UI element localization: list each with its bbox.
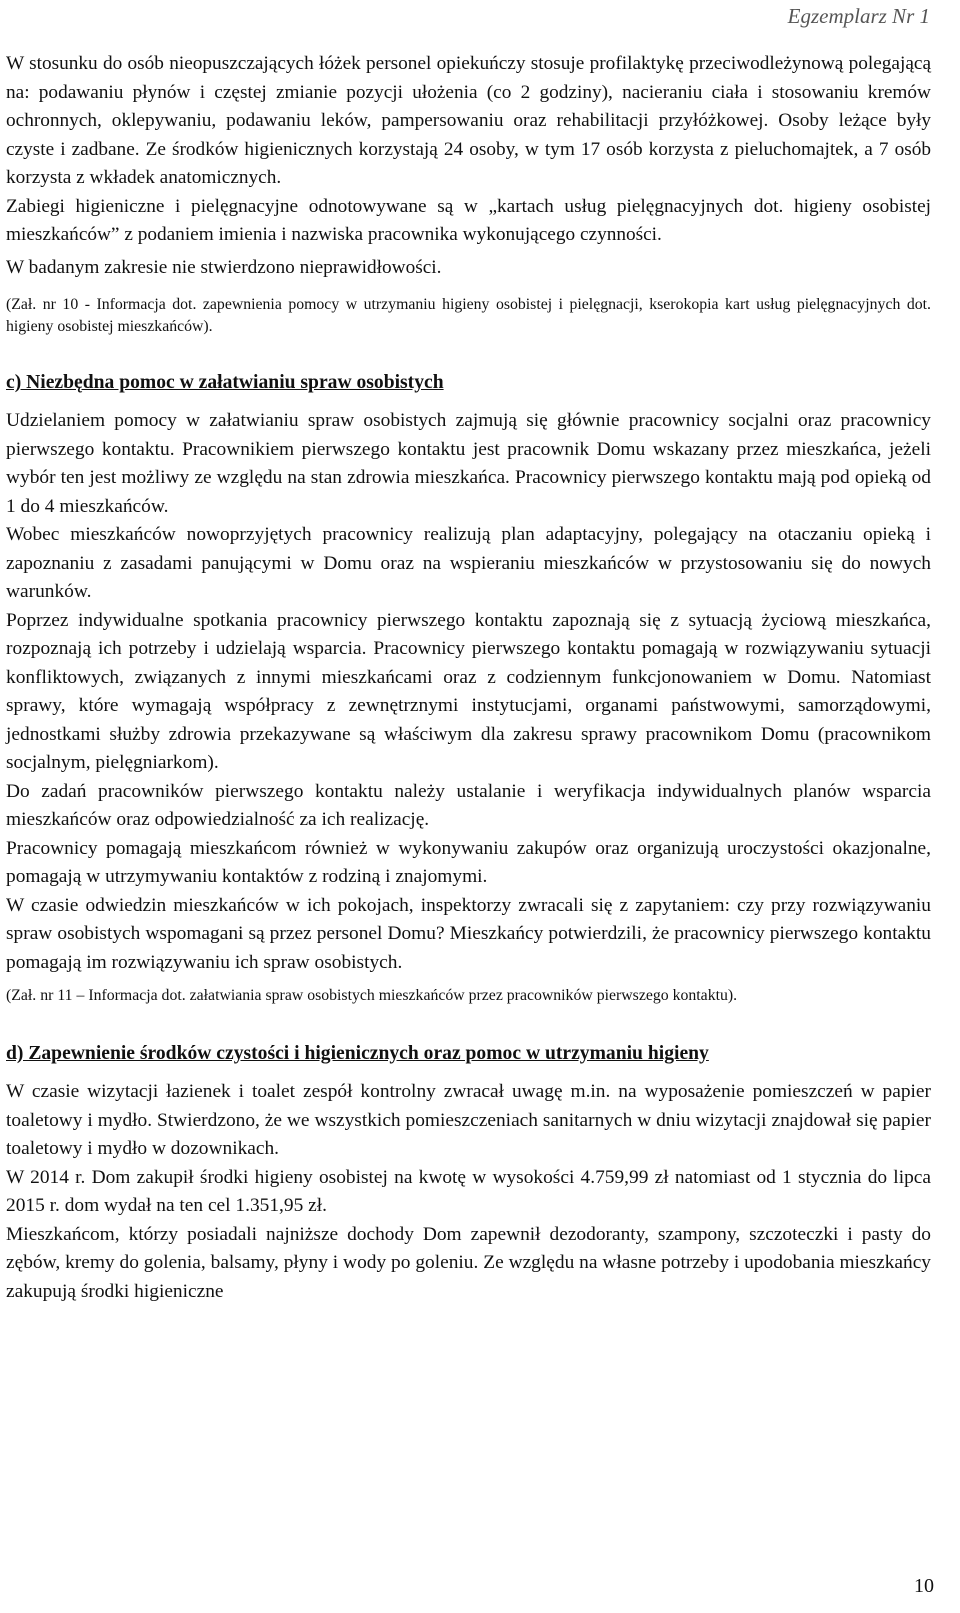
paragraph: Pracownicy pomagają mieszkańcom również w wykonywaniu zakupów oraz organizują uroczystości okazjonalne, pomagają w utrzymywaniu kontaktów z rodziną i znajomymi. — [6, 837, 931, 887]
paragraph: W badanym zakresie nie stwierdzono nieprawidłowości. — [6, 256, 442, 278]
document-body — [6, 50, 931, 1306]
section-heading-d: d) Zapewnienie środków czystości i higienicznych oraz pomoc w utrzymaniu higieny — [6, 1043, 709, 1064]
section-heading-c: c) Niezbędna pomoc w załatwianiu spraw osobistych — [6, 372, 444, 393]
paragraph: Poprzez indywidualne spotkania pracownicy pierwszego kontaktu zapoznają się z sytuacją życiową mieszkańca, rozpoznają ich potrzeby i udzielają wsparcia. Pracownicy pierwszego kontaktu pomagają w rozwiązywaniu sytuacji konfliktowych, związanych z innymi mieszkańcami oraz z codziennym funkcjonowaniem w Domu. Natomiast sprawy, które wymagają współpracy z zewnętrznymi instytucjami, organami państwowymi, samorządowymi, jednostkami służby zdrowia przekazywane są właściwym dla zakresu sprawy pracownikom Domu (pracownikom socjalnym, pielęgniarkom). — [6, 609, 931, 773]
annex-note: (Zał. nr 11 – Informacja dot. załatwiania spraw osobistych mieszkańców przez pracowników pierwszego kontaktu). — [6, 987, 738, 1004]
paragraph: Wobec mieszkańców nowoprzyjętych pracownicy realizują plan adaptacyjny, polegający na otaczaniu opieką i zapoznaniu z zasadami panującymi w Domu oraz na wspieraniu mieszkańców w przystosowaniu się do nowych warunków. — [6, 524, 931, 602]
paragraph: W czasie odwiedzin mieszkańców w ich pokojach, inspektorzy zwracali się z zapytaniem: czy przy rozwiązywaniu spraw osobistych wspomagani są przez personel Domu? Mieszkańcy potwierdzili, że pracownicy pierwszego kontaktu pomagają im rozwiązywaniu ich spraw osobistych. — [6, 894, 931, 973]
paragraph: W 2014 r. Dom zakupił środki higieny osobistej na kwotę w wysokości 4.759,99 zł natomiast od 1 stycznia do lipca 2015 r. dom wydał na ten cel 1.351,95 zł. — [6, 1166, 931, 1216]
paragraph: Udzielaniem pomocy w załatwianiu spraw osobistych zajmują się głównie pracownicy socjalni oraz pracownicy pierwszego kontaktu. Pracownikiem pierwszego kontaktu jest pracownik Domu wskazany przez mieszkańca, jeżeli wybór ten jest możliwy ze względu na stan zdrowia mieszkańca. Pracownicy pierwszego kontaktu mają pod opieką od 1 do 4 mieszkańców. — [6, 410, 931, 517]
paragraph: Zabiegi higieniczne i pielęgnacyjne odnotowywane są w „kartach usług pielęgnacyjnych dot. higieny osobistej mieszkańców” z podaniem imienia i nazwiska pracownika wykonującego czynności. — [6, 195, 931, 245]
copy-label: Egzemplarz Nr 1 — [787, 4, 930, 28]
paragraph: Do zadań pracowników pierwszego kontaktu należy ustalanie i weryfikacja indywidualnych planów wsparcia mieszkańców oraz odpowiedzialność za ich realizację. — [6, 780, 931, 830]
page-number: 10 — [914, 1575, 934, 1597]
paragraph: W stosunku do osób nieopuszczających łóżek personel opiekuńczy stosuje profilaktykę przeciwodleżynową polegającą na: podawaniu płynów i częstej zmianie pozycji ułożenia (co 2 godziny), nacieraniu ciała i stosowaniu kremów ochronnych, oklepywaniu, podawaniu leków, pampersowaniu oraz rehabilitacji przyłóżkowej. Osoby leżące były czyste i zadbane. Ze środków higienicznych korzystają 24 osoby, w tym 17 osób korzysta z pieluchomajtek, a 7 osób korzysta z wkładek anatomicznych. — [6, 53, 931, 188]
paragraph: Mieszkańcom, którzy posiadali najniższe dochody Dom zapewnił dezodoranty, szampony, szczoteczki i pasty do zębów, kremy do golenia, balsamy, płyny i wody po goleniu. Ze względu na własne potrzeby i upodobania mieszkańcy zakupują środki higieniczne — [6, 1223, 931, 1302]
annex-note: (Zał. nr 10 - Informacja dot. zapewnienia pomocy w utrzymaniu higieny osobistej i pielęgnacji, kserokopia kart usług pielęgnacyjnych dot. higieny osobistej mieszkańców). — [6, 296, 931, 335]
paragraph: W czasie wizytacji łazienek i toalet zespół kontrolny zwracał uwagę m.in. na wyposażenie pomieszczeń w papier toaletowy i mydło. Stwierdzono, że we wszystkich pomieszczeniach sanitarnych w dniu wizytacji znajdował się papier toaletowy i mydło w dozownikach. — [6, 1081, 931, 1159]
